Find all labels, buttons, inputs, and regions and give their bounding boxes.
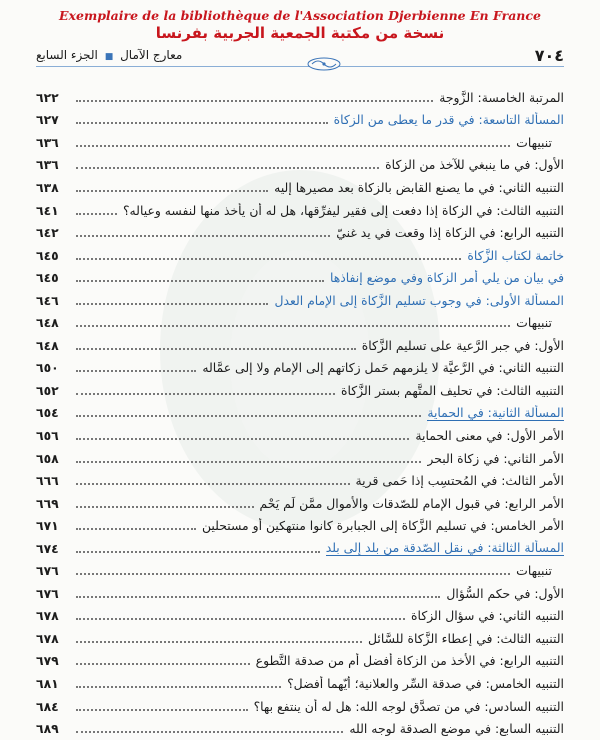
dot-leader: [76, 482, 350, 485]
toc-entry[interactable]: [36, 131, 564, 154]
toc-entry[interactable]: [36, 447, 564, 470]
dot-leader: [76, 189, 268, 192]
page-header: [36, 46, 564, 68]
table-of-contents: [36, 86, 564, 740]
toc-entry-page: ٦٥٠: [36, 360, 59, 376]
toc-entry-page: ٦٣٨: [36, 179, 59, 195]
watermark-arabic: نسخة من مكتبة الجمعية الجربية بفرنسا: [155, 24, 445, 42]
toc-entry-page: ٦٣٦: [36, 134, 59, 150]
toc-entry-title: التنبيه السابع: في موضع الصدقة لوجه الله: [349, 721, 564, 737]
toc-entry-page: ٦٧٤: [36, 540, 59, 556]
separator-icon: ■: [104, 52, 114, 62]
toc-entry-title: الأمر الثاني: في زكاة البحر: [427, 450, 564, 466]
toc-entry-page: ٦٤٦: [36, 292, 59, 308]
toc-entry[interactable]: [36, 86, 564, 109]
toc-entry-page: ٦٧٨: [36, 630, 59, 646]
dot-leader: [76, 460, 421, 463]
dot-leader: [76, 662, 250, 665]
toc-entry-title: الأمر الأول: في معنى الحماية: [415, 427, 564, 443]
toc-entry-title: التنبيه الخامس: في صدقة السِّر والعلانية؛ أيّهما أفضل؟: [287, 675, 564, 691]
toc-entry-title: تنبيهات: [516, 315, 552, 331]
toc-entry-page: ٦٥٨: [36, 450, 59, 466]
page-number: ٧٠٤: [534, 46, 564, 65]
toc-entry-page: ٦٤١: [36, 202, 59, 218]
toc-entry[interactable]: [36, 289, 564, 312]
toc-entry[interactable]: [36, 672, 564, 695]
toc-entry-title: الأمر الرابع: في قبول الإمام للصّدقات والأموال ممَّن لَم يَحْمِ: [259, 495, 564, 511]
toc-entry-page: ٦٣٦: [36, 157, 59, 173]
toc-entry[interactable]: [36, 559, 564, 582]
dot-leader: [76, 437, 409, 440]
toc-entry-page: ٦٤٨: [36, 337, 59, 353]
dot-leader: [76, 708, 248, 711]
toc-entry-title: التنبيه الثالث: في إعطاء الزَّكاة للسَّائل: [368, 630, 564, 646]
toc-entry-page: ٦٨١: [36, 675, 59, 691]
toc-entry-title: الأول: في ما ينبغي للآخذ من الزكاة: [385, 157, 564, 173]
toc-entry-page: ٦٥٦: [36, 427, 59, 443]
toc-entry-title: تنبيهات: [516, 563, 552, 579]
running-title: [36, 48, 182, 62]
toc-entry-title: التنبيه الثالث: في الزكاة إذا دفعت إلى فقير ليفرِّقها، هل له أن يأخذ منها لنفسه وعياله؟: [122, 202, 564, 218]
toc-entry[interactable]: [36, 109, 564, 132]
toc-entry-title: التنبيه الرابع: في الزكاة إذا وقعت في يد غنيّ: [336, 225, 564, 241]
dot-leader: [76, 279, 324, 282]
toc-entry[interactable]: [36, 717, 564, 740]
toc-entry-page: ٦٢٧: [36, 112, 59, 128]
toc-entry-page: ٦٥٢: [36, 382, 59, 398]
dot-leader: [76, 595, 440, 598]
dot-leader: [76, 685, 281, 688]
toc-entry-title: الأول: في حكم السُّؤال: [446, 585, 564, 601]
dot-leader: [76, 572, 510, 575]
toc-entry-page: ٦٧١: [36, 518, 59, 534]
toc-entry-page: ٦٢٢: [36, 89, 59, 105]
toc-entry-title: التنبيه الثاني: في ما يصنع القابض بالزكاة بعد مصيرها إليه: [274, 179, 564, 195]
ornament-icon: [306, 57, 342, 71]
toc-entry[interactable]: [36, 492, 564, 515]
dot-leader: [76, 257, 461, 260]
toc-entry-page: ٦٧٦: [36, 563, 59, 579]
toc-entry-page: ٦٧٨: [36, 608, 59, 624]
toc-entry-title: الأمر الخامس: في تسليم الزَّكاة إلى الجبابرة كانوا منتهكين أو مستحلين: [201, 518, 564, 534]
toc-entry-page: ٦٨٤: [36, 698, 59, 714]
dot-leader: [76, 527, 196, 530]
dot-leader: [76, 212, 117, 215]
toc-entry-title: المسألة الثانية: في الحماية: [427, 404, 564, 420]
dot-leader: [76, 234, 330, 237]
toc-entry[interactable]: [36, 379, 564, 402]
toc-entry[interactable]: [36, 514, 564, 537]
dot-leader: [76, 121, 328, 124]
toc-entry-title: المسألة التاسعة: في قدر ما يعطى من الزكاة: [333, 112, 564, 128]
toc-entry[interactable]: [36, 311, 564, 334]
dot-leader: [76, 166, 379, 169]
toc-entry-page: ٦٦٦: [36, 473, 59, 489]
dot-leader: [76, 99, 433, 102]
toc-entry[interactable]: [36, 244, 564, 267]
toc-entry[interactable]: [36, 221, 564, 244]
dot-leader: [76, 730, 343, 733]
toc-entry-title: تنبيهات: [516, 134, 552, 150]
dot-leader: [76, 347, 356, 350]
header-rule: [36, 66, 564, 67]
toc-entry[interactable]: [36, 627, 564, 650]
dot-leader: [76, 324, 510, 327]
toc-entry[interactable]: [36, 605, 564, 628]
toc-entry[interactable]: [36, 582, 564, 605]
toc-entry-title: التنبيه السادس: في من تصدَّق لوجه الله: هل له أن ينتفع بها؟: [253, 698, 564, 714]
toc-entry[interactable]: [36, 650, 564, 673]
toc-entry[interactable]: [36, 469, 564, 492]
book-title: معارج الآمال: [120, 48, 183, 62]
dot-leader: [76, 414, 421, 417]
toc-entry-title: المسألة الثالثة: في نقل الصّدقة من بلد إلى بلد: [325, 540, 564, 556]
dot-leader: [76, 369, 196, 372]
toc-entry[interactable]: [36, 695, 564, 718]
toc-entry-page: ٦٧٦: [36, 585, 59, 601]
toc-entry-page: ٦٦٩: [36, 495, 59, 511]
toc-entry-page: ٦٧٩: [36, 653, 59, 669]
toc-entry[interactable]: [36, 199, 564, 222]
dot-leader: [76, 550, 320, 553]
toc-entry-page: ٦٤٢: [36, 225, 59, 241]
toc-entry-title: التنبيه الثالث: في تحليف المتَّهم بستر الزَّكاة: [340, 382, 564, 398]
toc-entry-title: خاتمة لكتاب الزَّكاة: [467, 247, 564, 263]
toc-entry-page: ٦٤٨: [36, 315, 59, 331]
toc-entry-page: ٦٨٩: [36, 721, 59, 737]
dot-leader: [76, 505, 254, 508]
dot-leader: [76, 392, 335, 395]
toc-entry[interactable]: [36, 537, 564, 560]
volume-label: الجزء السابع: [36, 48, 98, 62]
toc-entry-title: في بيان من يلي أمر الزكاة وفي موضع إنفاذها: [329, 270, 564, 286]
toc-entry-page: ٦٥٤: [36, 405, 59, 421]
toc-entry[interactable]: [36, 334, 564, 357]
toc-entry-title: التنبيه الرابع: في الأخذ من الزكاة أفضل أم من صدقة التَّطوع: [255, 653, 564, 669]
toc-entry[interactable]: [36, 424, 564, 447]
toc-entry-title: المسألة الأولى: في وجوب تسليم الزَّكاة إلى الإمام العدل: [274, 292, 564, 308]
library-watermark: [0, 8, 600, 42]
toc-entry[interactable]: [36, 402, 564, 425]
dot-leader: [76, 640, 362, 643]
toc-entry[interactable]: [36, 266, 564, 289]
watermark-french: Exemplaire de la bibliothèque de l'Association Djerbienne En France: [59, 8, 541, 23]
dot-leader: [76, 302, 268, 305]
toc-entry-page: ٦٤٥: [36, 247, 59, 263]
toc-entry-title: التنبيه الثاني: في الرَّعيَّة لا يلزمهم حَمل زكاتهم إلى الإمام ولا إلى عمَّاله: [202, 360, 564, 376]
toc-entry-page: ٦٤٥: [36, 270, 59, 286]
toc-entry-title: المرتبة الخامسة: الزَّوجة: [439, 89, 564, 105]
toc-entry[interactable]: [36, 357, 564, 380]
dot-leader: [76, 144, 510, 147]
toc-entry-title: التنبيه الثاني: في سؤال الزكاة: [411, 608, 564, 624]
toc-entry[interactable]: [36, 176, 564, 199]
dot-leader: [76, 617, 405, 620]
toc-entry-title: الأول: في جبر الرَّعية على تسليم الزَّكاة: [361, 337, 564, 353]
toc-entry[interactable]: [36, 154, 564, 177]
toc-entry-title: الأمر الثالث: في المُحتسِب إذا حَمى قرية: [355, 473, 564, 489]
